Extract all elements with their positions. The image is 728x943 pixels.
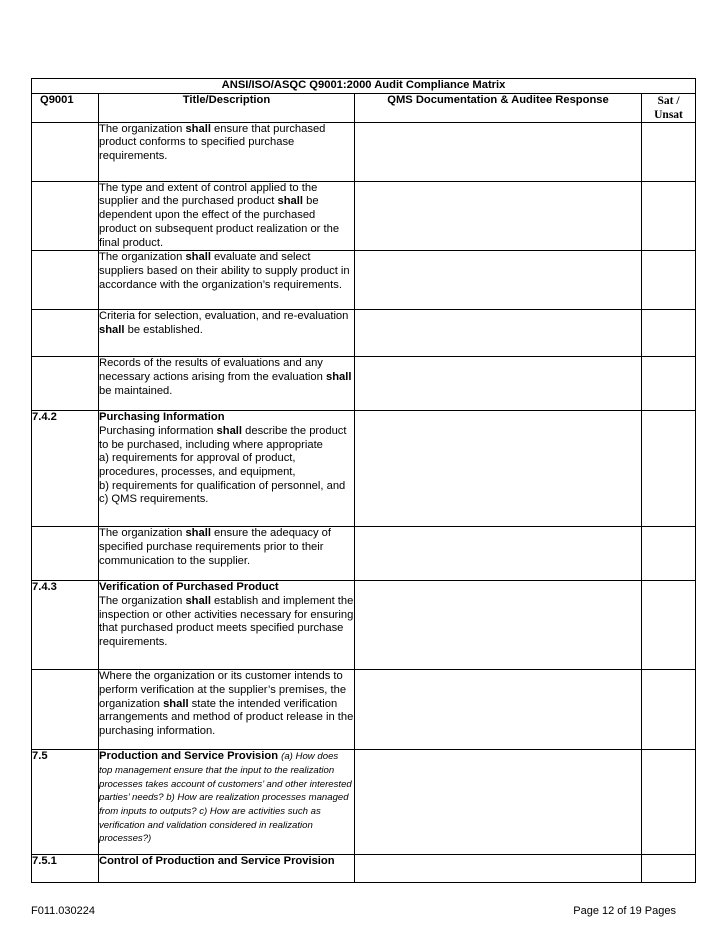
header-q9001: Q9001 <box>32 93 99 122</box>
qms-response-cell[interactable] <box>355 251 642 310</box>
clause-heading: Purchasing Information <box>99 411 225 424</box>
header-qms-response: QMS Documentation & Auditee Response <box>355 93 642 122</box>
requirement-text: state the intended verification arrangements and method of product release in the purchasing information. <box>99 697 354 738</box>
sat-unsat-cell[interactable] <box>642 750 696 855</box>
requirement-text: establish and implement the inspection or other activities necessary for ensuring that purchased product meets specified purchase requirements. <box>99 594 354 649</box>
matrix-row <box>32 670 696 750</box>
matrix-row <box>32 122 696 181</box>
qms-response-cell[interactable] <box>355 122 642 181</box>
qms-response-cell[interactable] <box>355 581 642 670</box>
shall-keyword: shall <box>99 323 125 336</box>
sat-unsat-cell[interactable] <box>642 581 696 670</box>
clause-number <box>32 357 99 411</box>
matrix-row <box>32 527 696 581</box>
shall-keyword: shall <box>216 424 243 437</box>
matrix-row <box>32 181 696 251</box>
qms-response-cell[interactable] <box>355 527 642 581</box>
requirement-text: be maintained. <box>99 384 173 397</box>
compliance-matrix-table <box>31 78 696 883</box>
matrix-row <box>32 310 696 357</box>
qms-response-cell[interactable] <box>355 411 642 527</box>
requirement-text: (a) How does top management ensure that the input to the realization processes takes account of customers’ and other interested parties’ needs? b) How are realization processes managed from inputs to outputs? c) How are activities such as verification and validation considered in realization processes?) <box>99 751 352 845</box>
requirement-text: be established. <box>124 323 203 336</box>
header-sat-unsat: Sat / Unsat <box>642 93 696 122</box>
requirement-text: evaluate and select suppliers based on their ability to supply product in accordance with the organization’s requirements. <box>99 251 350 291</box>
sat-unsat-cell[interactable] <box>642 855 696 883</box>
requirement-text: Purchasing information <box>99 424 217 437</box>
clause-heading: Control of Production and Service Provision <box>99 855 335 868</box>
requirement-text: The organization <box>99 594 186 607</box>
clause-heading: Production and Service Provision <box>99 750 279 763</box>
requirement-description <box>99 411 355 527</box>
shall-keyword: shall <box>185 122 211 135</box>
requirement-text: The organization <box>99 122 186 135</box>
qms-response-cell[interactable] <box>355 855 642 883</box>
requirement-text: be dependent upon the effect of the purchased product on subsequent product realization or the final product. <box>99 195 340 249</box>
clause-number <box>32 251 99 310</box>
header-title-description: Title/Description <box>99 93 355 122</box>
shall-keyword: shall <box>277 195 303 208</box>
clause-number: 7.4.3 <box>32 581 99 670</box>
sat-unsat-cell[interactable] <box>642 181 696 251</box>
qms-response-cell[interactable] <box>355 310 642 357</box>
requirement-text: The organization <box>99 527 186 540</box>
sat-unsat-cell[interactable] <box>642 251 696 310</box>
requirement-description <box>99 670 355 750</box>
matrix-row <box>32 855 696 883</box>
sat-unsat-cell[interactable] <box>642 527 696 581</box>
sat-unsat-cell[interactable] <box>642 411 696 527</box>
matrix-row <box>32 411 696 527</box>
qms-response-cell[interactable] <box>355 357 642 411</box>
requirement-description <box>99 527 355 581</box>
matrix-row <box>32 750 696 855</box>
sat-unsat-cell[interactable] <box>642 670 696 750</box>
header-row <box>32 93 696 122</box>
clause-number <box>32 527 99 581</box>
requirement-text: The type and extent of control applied to the supplier and the purchased product <box>99 181 318 208</box>
requirement-description <box>99 750 355 855</box>
shall-keyword: shall <box>185 527 211 540</box>
clause-number <box>32 670 99 750</box>
shall-keyword: shall <box>163 697 189 710</box>
matrix-title-row <box>32 79 696 94</box>
clause-heading: Verification of Purchased Product <box>99 581 279 594</box>
sat-unsat-cell[interactable] <box>642 122 696 181</box>
requirement-description <box>99 122 355 181</box>
clause-number <box>32 310 99 357</box>
matrix-row <box>32 357 696 411</box>
qms-response-cell[interactable] <box>355 181 642 251</box>
requirement-text: ensure the adequacy of specified purchase requirements prior to their communication to the supplier. <box>99 527 331 567</box>
clause-number: 7.5.1 <box>32 855 99 883</box>
clause-number <box>32 181 99 251</box>
requirement-description <box>99 581 355 670</box>
form-id: F011.030224 <box>31 905 96 917</box>
sat-unsat-cell[interactable] <box>642 310 696 357</box>
qms-response-cell[interactable] <box>355 670 642 750</box>
clause-number: 7.4.2 <box>32 411 99 527</box>
shall-keyword: shall <box>325 370 352 383</box>
requirement-description <box>99 357 355 411</box>
requirement-description <box>99 310 355 357</box>
matrix-body <box>32 122 696 883</box>
qms-response-cell[interactable] <box>355 750 642 855</box>
matrix-row <box>32 581 696 670</box>
matrix-row <box>32 251 696 310</box>
page-number: Page 12 of 19 Pages <box>573 905 676 917</box>
clause-number: 7.5 <box>32 750 99 855</box>
shall-keyword: shall <box>185 594 211 607</box>
requirement-text: ensure that purchased product conforms to specified purchase requirements. <box>99 122 326 163</box>
shall-keyword: shall <box>185 251 211 264</box>
requirement-text: describe the product to be purchased, including where appropriate a) requirements for approval of product, procedures, processes, and equipment, b) requirements for qualification of personnel, and c) QMS requirements. <box>99 424 347 506</box>
clause-number <box>32 122 99 181</box>
requirement-description <box>99 855 355 883</box>
requirement-description <box>99 181 355 251</box>
requirement-text: Records of the results of evaluations and any necessary actions arising from the evaluation <box>99 357 326 383</box>
sat-unsat-cell[interactable] <box>642 357 696 411</box>
matrix-title: ANSI/ISO/ASQC Q9001:2000 Audit Compliance Matrix <box>32 79 696 94</box>
requirement-text: The organization <box>99 251 186 264</box>
requirement-description <box>99 251 355 310</box>
requirement-text: Where the organization or its customer intends to perform verification at the supplier’s premises, the organization <box>99 670 347 710</box>
requirement-text: Criteria for selection, evaluation, and re-evaluation <box>99 310 349 323</box>
